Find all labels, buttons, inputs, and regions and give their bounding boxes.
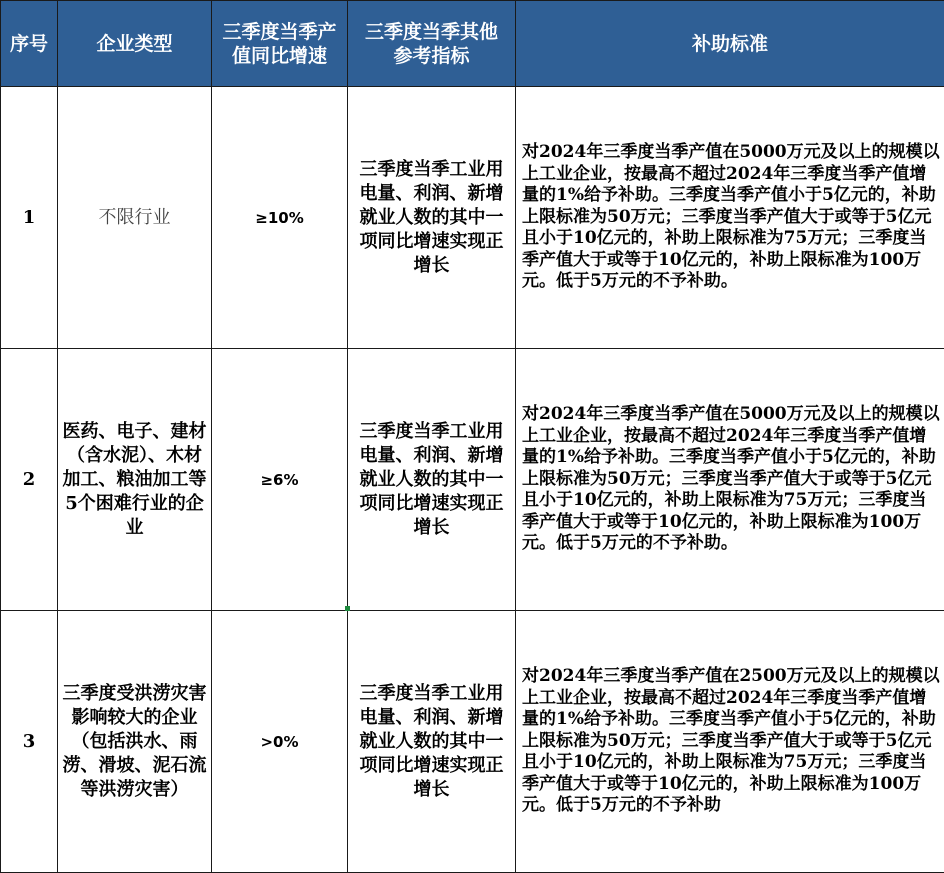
cell-comment-marker (345, 606, 350, 611)
table-row (1, 349, 944, 611)
row-enterprise-type: 不限行业 (58, 87, 212, 349)
row-subsidy-standard: 对2024年三季度当季产值在5000万元及以上的规模以上工业企业，按最高不超过2024年三季度当季产值增量的1%给予补助。三季度当季产值小于5亿元的，补助上限标准为50万元；三季度当季产值大于或等于5亿元且小于10亿元的，补助上限标准为75万元；三季度当季产值大于或等于10亿元的，补助上限标准为100万元。低于5万元的不予补助。 (516, 87, 944, 349)
table-row (1, 87, 944, 349)
row-enterprise-type: 三季度受洪涝灾害影响较大的企业（包括洪水、雨涝、滑坡、泥石流等洪涝灾害） (58, 611, 212, 873)
header-growth: 三季度当季产值同比增速 (212, 1, 348, 87)
table-row (1, 611, 944, 873)
header-type: 企业类型 (58, 1, 212, 87)
row-other-indicator: 三季度当季工业用电量、利润、新增就业人数的其中一项同比增速实现正增长 (348, 87, 516, 349)
row-growth-rate: ≥10% (212, 87, 348, 349)
row-subsidy-standard: 对2024年三季度当季产值在2500万元及以上的规模以上工业企业，按最高不超过2024年三季度当季产值增量的1%给予补助。三季度当季产值小于5亿元的，补助上限标准为50万元；三季度当季产值大于或等于5亿元且小于10亿元的，补助上限标准为75万元；三季度当季产值大于或等于10亿元的，补助上限标准为100万元。低于5万元的不予补助 (516, 611, 944, 873)
row-index: 1 (1, 87, 58, 349)
header-row (1, 1, 944, 87)
header-other: 三季度当季其他参考指标 (348, 1, 516, 87)
header-standard: 补助标准 (516, 1, 944, 87)
row-growth-rate: >0% (212, 611, 348, 873)
row-other-indicator: 三季度当季工业用电量、利润、新增就业人数的其中一项同比增速实现正增长 (348, 611, 516, 873)
row-index: 3 (1, 611, 58, 873)
row-enterprise-type: 医药、电子、建材（含水泥）、木材加工、粮油加工等5个困难行业的企业 (58, 349, 212, 611)
header-index: 序号 (1, 1, 58, 87)
row-index: 2 (1, 349, 58, 611)
row-subsidy-standard: 对2024年三季度当季产值在5000万元及以上的规模以上工业企业，按最高不超过2024年三季度当季产值增量的1%给予补助。三季度当季产值小于5亿元的，补助上限标准为50万元；三季度当季产值大于或等于5亿元且小于10亿元的，补助上限标准为75万元；三季度当季产值大于或等于10亿元的，补助上限标准为100万元。低于5万元的不予补助。 (516, 349, 944, 611)
row-other-indicator: 三季度当季工业用电量、利润、新增就业人数的其中一项同比增速实现正增长 (348, 349, 516, 611)
row-growth-rate: ≥6% (212, 349, 348, 611)
